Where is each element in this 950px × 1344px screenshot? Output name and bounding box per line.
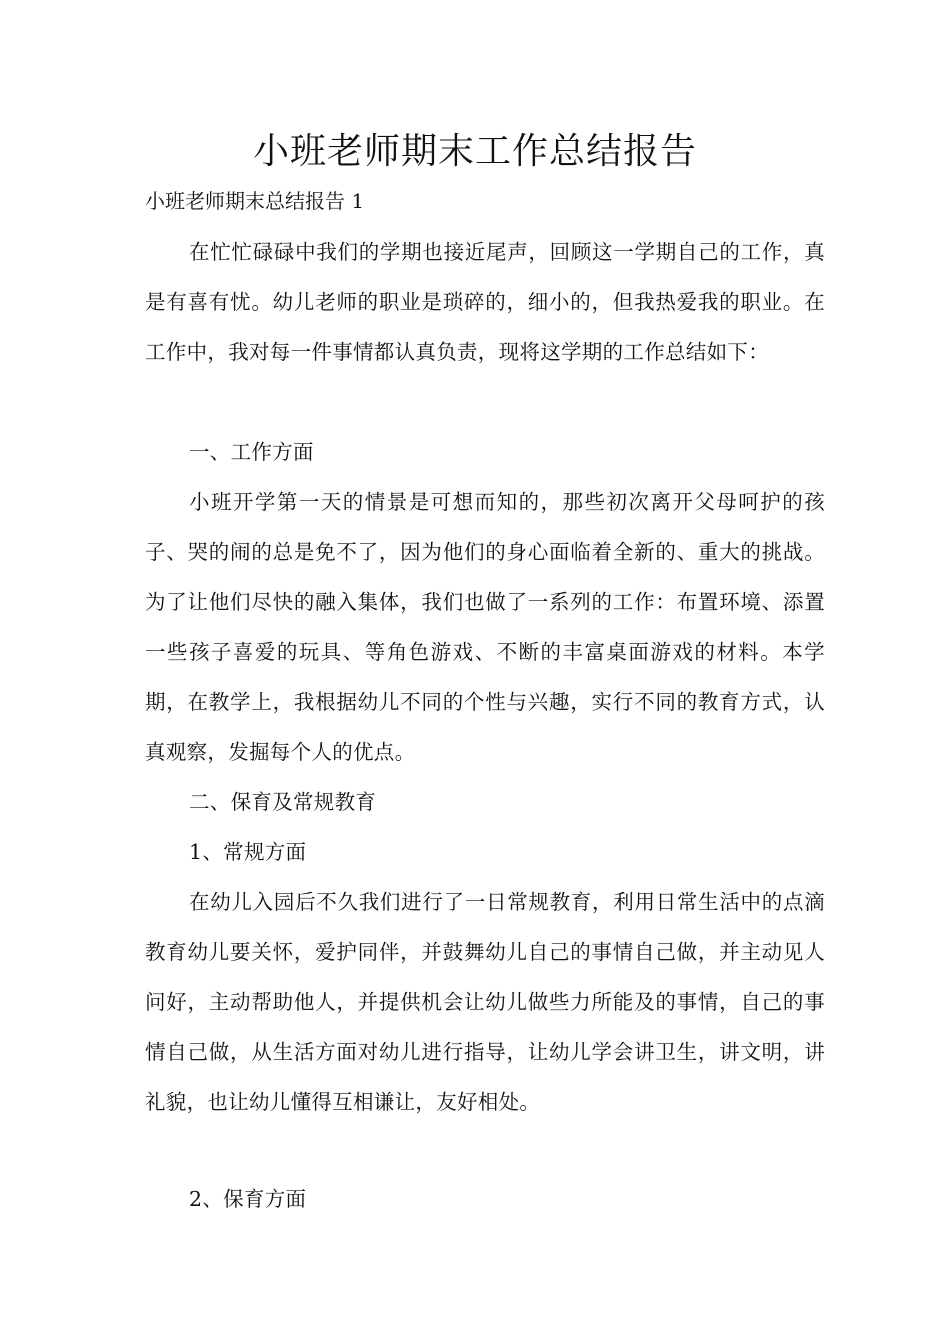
paragraph-work: 小班开学第一天的情景是可想而知的，那些初次离开父母呵护的孩子、哭的闹的总是免不了，因为他们的身心面临着全新的、重大的挑战。为了让他们尽快的融入集体，我们也做了一系列的工作：布置环境、添置一些孩子喜爱的玩具、等角色游戏、不断的丰富桌面游戏的材料。本学期，在教学上，我根据幼儿不同的个性与兴趣，实行不同的教育方式，认真观察，发掘每个人的优点。 bbox=[145, 490, 825, 764]
paragraph-routine: 在幼儿入园后不久我们进行了一日常规教育，利用日常生活中的点滴教育幼儿要关怀，爱护同伴，并鼓舞幼儿自己的事情自己做，并主动见人问好，主动帮助他人，并提供机会让幼儿做些力所能及的事情，自己的事情自己做，从生活方面对幼儿进行指导，让幼儿学会讲卫生，讲文明，讲礼貌，也让幼儿懂得互相谦让，友好相处。 bbox=[145, 890, 825, 1114]
section-heading-work: 一、工作方面 bbox=[189, 440, 314, 464]
subsection-heading-care: 2、保育方面 bbox=[189, 1187, 307, 1211]
section-heading-care: 二、保育及常规教育 bbox=[189, 790, 377, 814]
document-title: 小班老师期末工作总结报告 bbox=[252, 131, 697, 172]
paragraph-intro: 在忙忙碌碌中我们的学期也接近尾声，回顾这一学期自己的工作，真是有喜有忧。幼儿老师的职业是琐碎的，细小的，但我热爱我的职业。在工作中，我对每一件事情都认真负责，现将这学期的工作总结如下： bbox=[145, 240, 825, 364]
subsection-heading-routine: 1、常规方面 bbox=[189, 840, 307, 864]
report-subtitle: 小班老师期末总结报告 1 bbox=[145, 189, 365, 213]
